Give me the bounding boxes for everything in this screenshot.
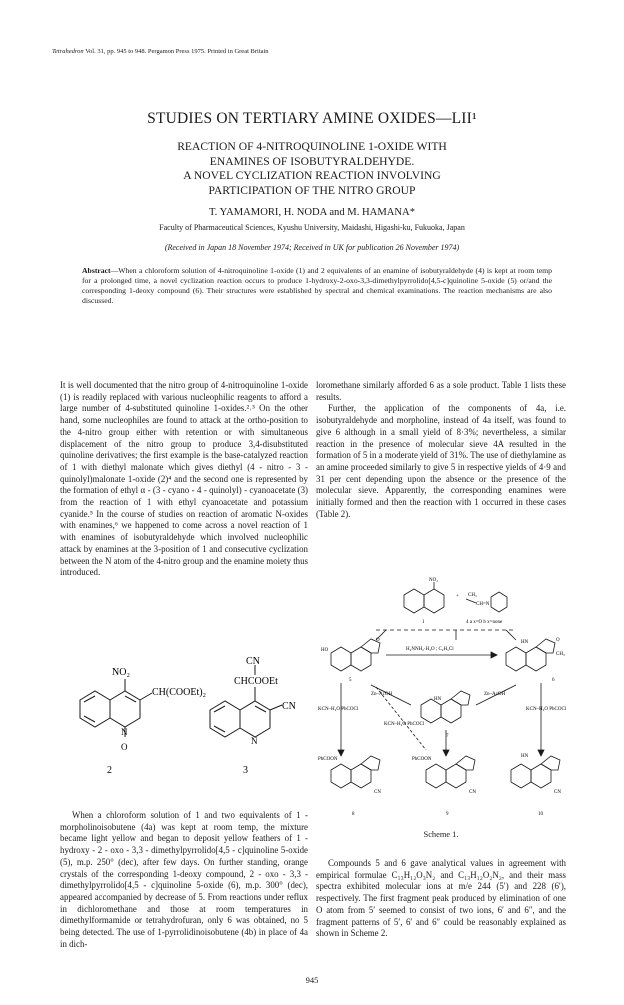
- body-column-left-lower: [60, 810, 308, 950]
- affiliation: Faculty of Pharmaceutical Sciences, Kyushu University, Maidashi, Higashi-ku, Fukuoka, Japan: [159, 223, 465, 232]
- body-column-right: [316, 380, 566, 520]
- body-column-right-lower: [316, 858, 566, 940]
- s3-cyano-ring: CN: [282, 701, 296, 712]
- structures-2-3: [60, 655, 310, 780]
- s2-nitrogen: N: [121, 727, 128, 737]
- scheme-label-7: 7: [446, 734, 449, 739]
- article-title: STUDIES ON TERTIARY AMINE OXIDES—LII¹: [147, 110, 477, 127]
- structure-2: [80, 679, 152, 737]
- scheme-label-6: 6: [552, 678, 555, 683]
- scheme-10-cn: CN: [554, 790, 561, 795]
- scheme-6-hn: HN: [521, 640, 529, 645]
- scheme-9-cn: CN: [469, 790, 476, 795]
- subtitle-line: A NOVEL CYCLIZATION REACTION INVOLVING: [183, 169, 441, 182]
- scheme-enamine-methyl: CH₃: [468, 593, 477, 598]
- body-column-left: [60, 380, 308, 579]
- scheme-plus: +: [456, 594, 459, 599]
- subtitle-line: ENAMINES OF ISOBUTYRALDEHYDE.: [209, 154, 415, 168]
- journal-citation: [52, 48, 269, 55]
- scheme-zn-right: Zn–AcOH: [484, 692, 506, 697]
- scheme-zn-left: Zn–AcOH: [371, 692, 393, 697]
- scheme-label-1: 1: [422, 620, 425, 625]
- scheme-reagent-right: KCN–H₂O PhCOCl: [526, 707, 566, 712]
- scheme-enamine-ch: CH=N: [476, 602, 490, 607]
- scheme-label-4: 4 a x=O b x=none: [466, 620, 503, 625]
- scheme-label-5: 5: [349, 678, 352, 683]
- s2-malonate: CH(COOEt)₂: [152, 687, 207, 698]
- received-dates: (Received in Japan 18 November 1974; Received in UK for publication 26 November 1974): [164, 243, 460, 252]
- authors: T. YAMAMORI, H. NODA and M. HAMANA*: [209, 207, 415, 218]
- scheme-ho: HO: [321, 648, 329, 653]
- scheme-5-o: O: [376, 638, 380, 643]
- paragraph: Compounds 5 and 6 gave analytical values in agreement with empirical formulae C₁₃H₁₂O₃N₂ and C₁₃H₁₂O₂N₂, and their mass spectra exhibited molecular ions at m/e 244 (5′) and 228 (6′), respectively. The first fragment peak produced by elimination of one O atom from 5′ seemed to consist of two ions, 6′ and 6″, and the fragment patterns of 5′, 6′ and 6″ could be reasonably explained as shown in Scheme 2.: [316, 858, 566, 939]
- paragraph: When a chloroform solution of 1 and two equivalents of 1 - morpholinoisobutene (4a) was kept at room temp, the mixture became light yellow and began to deposit yellow feathers of 1 - hydroxy - 2 - oxo - 3,3 - dimethylpyrrolido[4,5 - c]quinoline 5-oxide (5), m.p. 250° (dec), after few days. On further standing, orange crystals of the corresponding 1-deoxy compound, 2 - oxo - 3,3 - dimethylpyrrolido[4,5 - c]quinoline 5-oxide (6), m.p. 300° (dec), appeared accompanied by decrease of 5. From reactions under reflux in dichloromethane and those at room temperatures in dimethylformamide or tetrahydrofuran, only 6 was obtained, no 5 being detected. The use of 1-pyrrolidinoisobutene (4b) in place of 4a in dich-: [60, 810, 308, 949]
- s2-oxide: O: [121, 742, 128, 752]
- page-number: 945: [305, 975, 319, 985]
- s3-cyanoacetate: CHCOOEt: [234, 676, 278, 687]
- scheme-6-o: O: [556, 638, 560, 643]
- scheme-8-cn: CN: [374, 790, 381, 795]
- abstract-text: —When a chloroform solution of 4-nitroquinoline 1-oxide (1) and 2 equivalents of an enamine of isobutyraldehyde (4) is kept at room temp for a prolonged time, a novel cyclization reaction occurs to produce 1-hydroxy-2-oxo-3,3-dimethylpyrrolido[4,5-c]quinoline 5-oxide (5) or/and the corresponding 1-deoxy compound (6). Their structures were established by spectral and chemical examinations. The reaction mechanisms are also discussed.: [82, 266, 552, 306]
- s3-cyano-top: CN: [246, 656, 260, 667]
- subtitle-line: REACTION OF 4-NITROQUINOLINE 1-OXIDE WITH: [177, 140, 447, 153]
- paragraph: loromethane similarly afforded 6 as a sole product. Table 1 lists these results.: [316, 380, 566, 402]
- s3-nitrogen: N: [251, 736, 258, 746]
- s2-label: 2: [107, 765, 112, 776]
- subtitle-line: PARTICIPATION OF THE NITRO GROUP: [208, 183, 416, 197]
- scheme-label-10: 10: [538, 812, 543, 817]
- scheme-reagent-hydrazine: H₂NNH₂·H₂O ; C₂H₅Cl: [406, 647, 454, 652]
- scheme-8-phcoon: PhCOON: [318, 757, 338, 762]
- s2-nitro: NO₂: [112, 667, 130, 678]
- scheme-reagent-mid: KCN–H₂O PhCOCl: [384, 722, 425, 727]
- paragraph: Further, the application of the components of 4a, i.e. isobutyraldehyde and morpholine, instead of 4a itself, was found to give 6 although in a small yield of 8·3%; nevertheless, a similar reaction in the presence of molecular sieve 4A resulted in the formation of 5 in a moderate yield of 31%. The use of diethylamine as an amine proceeded similarly to give 5 in respective yields of 4·9 and 31 per cent depending upon the absence or the presence of the molecular sieve. Apparently, the corresponding enamines were initially formed and then the reaction with 1 occurred in these cases (Table 2).: [316, 403, 566, 519]
- citation-details: Vol. 31, pp. 945 to 948. Pergamon Press 1975. Printed in Great Britain: [85, 48, 269, 55]
- scheme-7-hn: HN: [434, 697, 442, 702]
- scheme-caption: Scheme 1.: [423, 830, 459, 839]
- article-subtitle: [0, 140, 624, 198]
- scheme-9-phcoon: PhCOON: [412, 757, 432, 762]
- s3-label: 3: [243, 765, 248, 776]
- journal-name: Tetrahedron: [52, 48, 84, 55]
- scheme-label-8: 8: [352, 812, 355, 817]
- scheme-label-9: 9: [446, 812, 449, 817]
- scheme-reagent-left: KCN–H₂O PhCOCl: [318, 707, 359, 712]
- scheme-nitro: NO₂: [429, 578, 438, 583]
- abstract: [82, 266, 552, 306]
- scheme-1: [316, 575, 566, 825]
- paragraph: It is well documented that the nitro group of 4-nitroquinoline 1-oxide (1) is readily replaced with various nucleophilic reagents to afford a large number of 4-substituted quinoline 1-oxides.²˒³ On the other hand, some nucleophiles are found to attack at the ortho-position to the 4-nitro group either with retention or with simultaneous displacement of the nitro group to produce 3,4-disubstituted quinoline derivatives; the first example is the base-catalyzed reaction of 1 with diethyl malonate which gives diethyl (4 - nitro - 3 - quinolyl)malonate 1-oxide (2)⁴ and the second one is represented by the formation of ethyl α - (3 - cyano - 4 - quinolyl) - cyanoacetate (3) from the reaction of 1 with ethyl cyanoacetate and potassium cyanide.⁵ In the course of studies on reaction of aromatic N-oxides with enamines,⁶ we happened to come across a novel reaction of 1 with enamines of isobutyraldehyde which involved nucleophilic attack by enamines at the 3-position of 1 and consecutive cyclization between the N atom of the 4-nitro group and the enamine moiety thus introduced.: [60, 380, 308, 578]
- scheme-10-hn: HN: [521, 754, 529, 759]
- scheme-ch3: CH₃: [556, 652, 565, 657]
- abstract-label: Abstract: [82, 266, 111, 275]
